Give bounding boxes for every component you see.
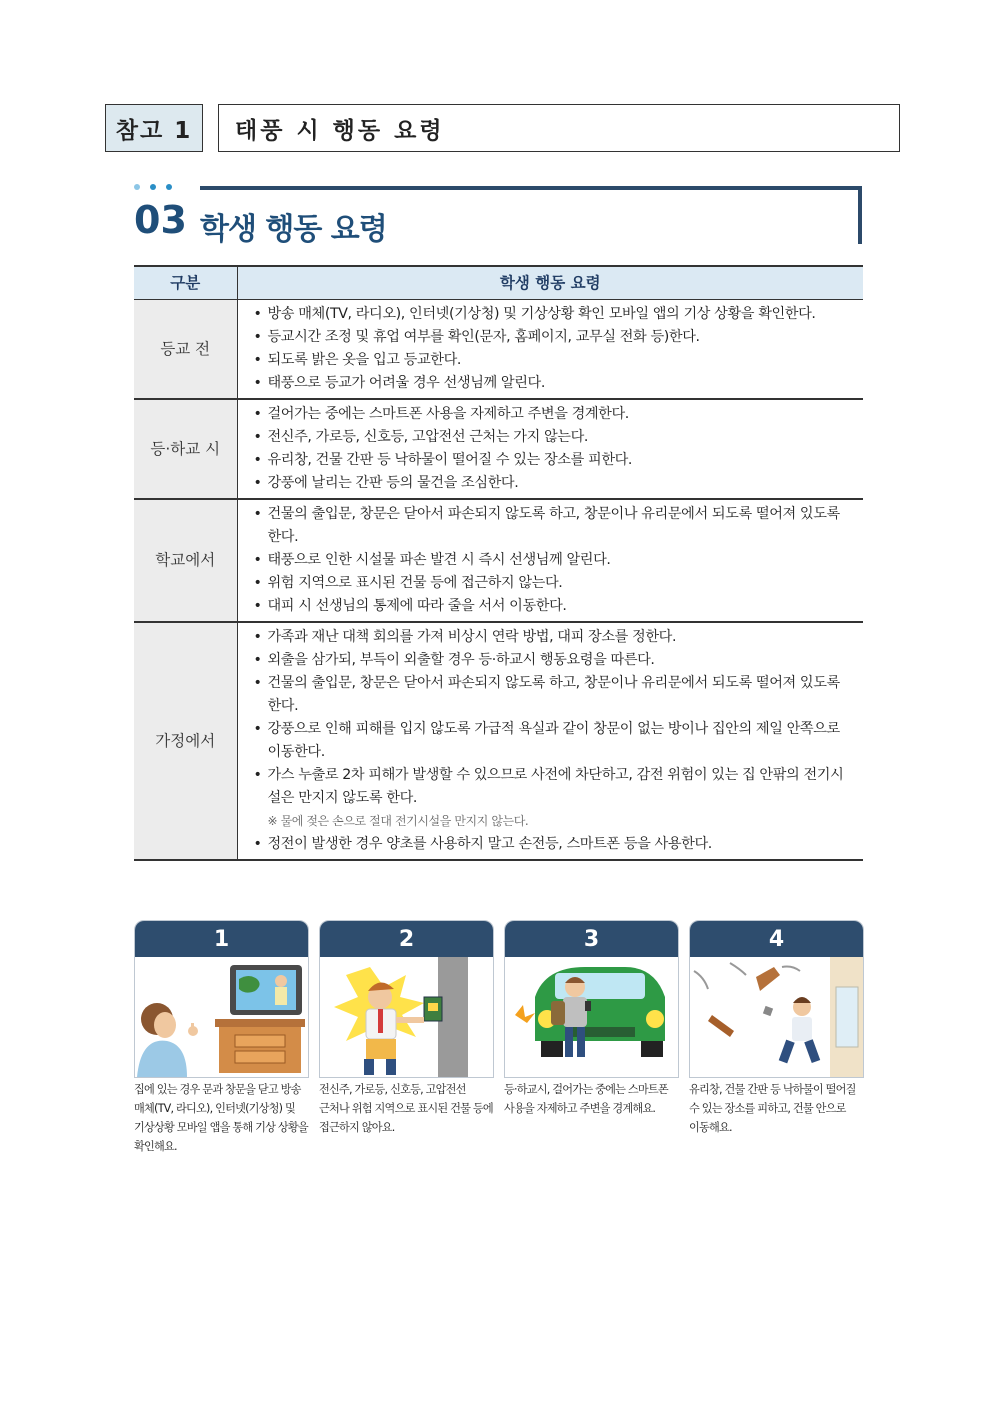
list-note: ※ 물에 젖은 손으로 절대 전기시설을 만지지 않는다. [267,814,529,828]
list-item: • 등교시간 조정 및 휴업 여부를 확인(문자, 홈페이지, 교무실 전화 등)한다. [252,326,854,349]
row-category: 학교에서 [134,499,237,622]
list-item: • 태풍으로 인한 시설물 파손 발견 시 즉시 선생님께 알린다. [252,549,854,572]
list-item: • 유리창, 건물 간판 등 낙하물이 떨어질 수 있는 장소를 피한다. [252,449,854,472]
panel-number: 2 [320,921,493,957]
panel-caption: 유리창, 건물 간판 등 낙하물이 떨어질 수 있는 장소를 피하고, 건물 안으로 이동해요. [689,1083,856,1134]
table-row [134,300,863,400]
panel-4 [689,920,864,1078]
panel-caption: 전신주, 가로등, 신호등, 고압전선 근처나 위험 지역으로 표시된 건물 등에 접근하지 않아요. [319,1083,493,1134]
panel-caption: 집에 있는 경우 문과 창문을 닫고 방송 매체(TV, 라디오), 인터넷(기상청) 및 기상상황 모바일 앱을 통해 기상 상황을 확인해요. [134,1083,308,1153]
section-frame-line [200,186,860,190]
list-item: • 되도록 밝은 옷을 입고 등교한다. [252,349,854,372]
electric-pole-illustration-icon [320,957,493,1077]
panel-caption: 등·하교시, 걸어가는 중에는 스마트폰 사용을 자제하고 주변을 경계해요. [504,1083,668,1115]
list-item: • 대피 시 선생님의 통제에 따라 줄을 서서 이동한다. [252,595,854,618]
table-row [134,499,863,622]
car-illustration-icon [505,957,678,1077]
header-actions: 학생 행동 요령 [237,266,863,300]
panel-3 [504,920,679,1078]
list-item: • 태풍으로 등교가 어려울 경우 선생님께 알린다. [252,372,854,395]
list-item: • 가스 누출로 2차 피해가 발생할 수 있으므로 사전에 차단하고, 감전 위험이 있는 집 안팎의 전기시설은 만지지 않도록 한다. [252,764,854,810]
list-item: • 건물의 출입문, 창문은 닫아서 파손되지 않도록 하고, 창문이나 유리문에서 되도록 떨어져 있도록 한다. [252,503,854,549]
row-category: 등교 전 [134,300,237,400]
decorative-dots [134,184,172,190]
table-row [134,399,863,499]
section-frame-side [858,186,862,244]
section-number: 03 [134,198,187,242]
list-item: • 정전이 발생한 경우 양초를 사용하지 말고 손전등, 스마트폰 등을 사용한다. [252,833,854,856]
list-item: • 걸어가는 중에는 스마트폰 사용을 자제하고 주변을 경계한다. [252,403,854,426]
reference-label: 참고 1 [105,104,203,152]
panel-1 [134,920,309,1078]
list-item: • 전신주, 가로등, 신호등, 고압전선 근처는 가지 않는다. [252,426,854,449]
list-item: • 건물의 출입문, 창문은 닫아서 파손되지 않도록 하고, 창문이나 유리문에서 되도록 떨어져 있도록 한다. [252,672,854,718]
illustration-panels [134,920,864,1078]
list-item: • 가족과 재난 대책 회의를 가져 비상시 연락 방법, 대피 장소를 정한다. [252,626,854,649]
panel-2 [319,920,494,1078]
list-item: • 외출을 삼가되, 부득이 외출할 경우 등·하교시 행동요령을 따른다. [252,649,854,672]
table-header-row [134,266,863,300]
list-item: • 위험 지역으로 표시된 건물 등에 접근하지 않는다. [252,572,854,595]
section-title: 학생 행동 요령 [200,212,387,247]
list-item: • 방송 매체(TV, 라디오), 인터넷(기상청) 및 기상상황 확인 모바일 앱의 기상 상황을 확인한다. [252,303,854,326]
panel-number: 4 [690,921,863,957]
list-item: • 강풍으로 인해 피해를 입지 않도록 가급적 욕실과 같이 창문이 없는 방이나 집안의 제일 안쪽으로 이동한다. [252,718,854,764]
tv-illustration-icon [135,957,308,1077]
page-title: 태풍 시 행동 요령 [218,104,900,152]
header-category: 구분 [134,266,237,300]
row-category: 가정에서 [134,622,237,860]
behavior-table [134,265,863,861]
table-row [134,622,863,860]
panel-number: 3 [505,921,678,957]
panel-number: 1 [135,921,308,957]
row-category: 등·하교 시 [134,399,237,499]
list-item: • 강풍에 날리는 간판 등의 물건을 조심한다. [252,472,854,495]
falling-debris-illustration-icon [690,957,863,1077]
